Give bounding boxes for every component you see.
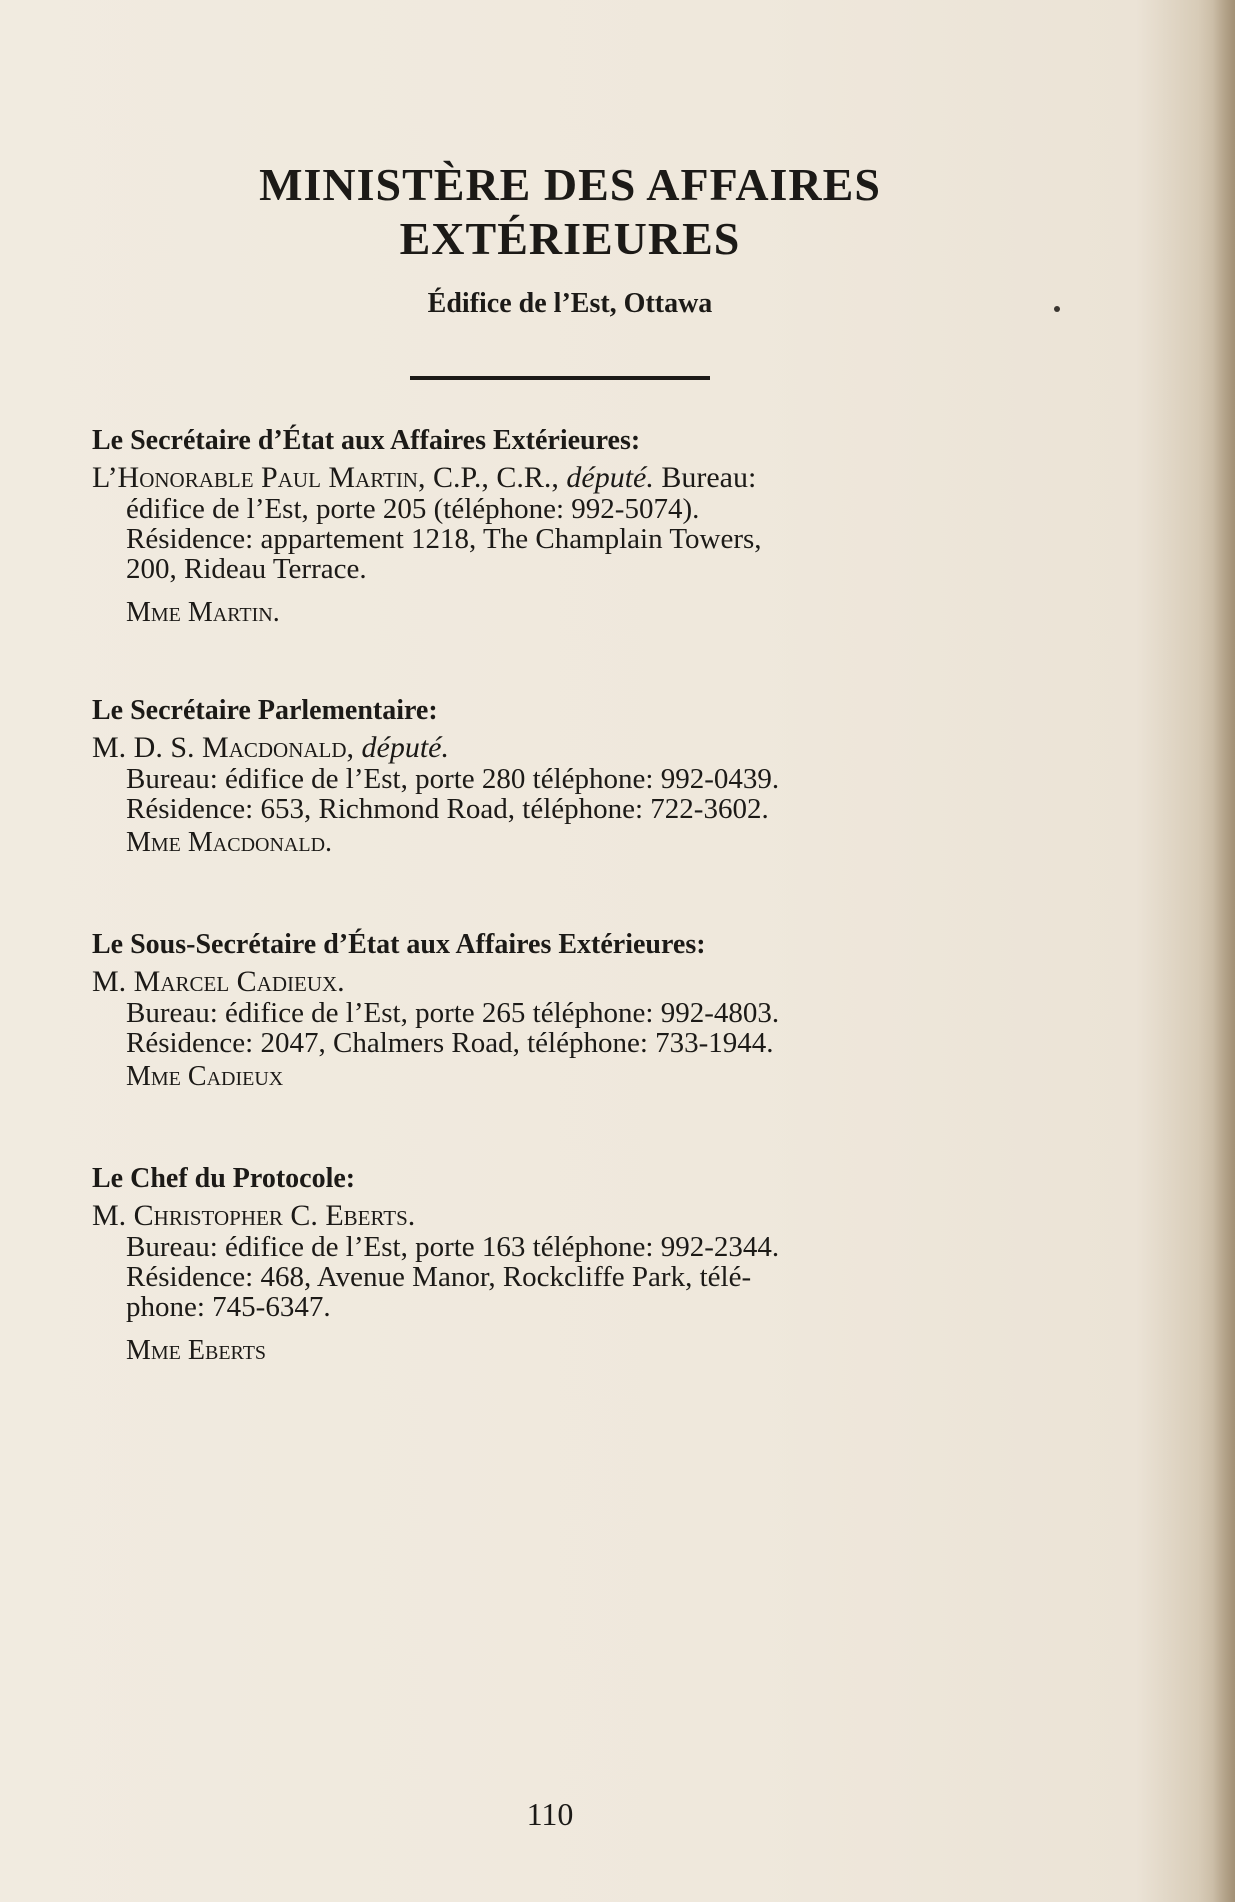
official-name (92, 1200, 1022, 1232)
detail-line: Bureau: édifice de l’Est, porte 265 téléphone: 992-4803. (126, 997, 780, 1029)
page-header (200, 158, 940, 320)
ministry-title-line-2: EXTÉRIEURES (399, 213, 741, 264)
detail-line: 200, Rideau Terrace. (126, 553, 367, 585)
official-name (92, 966, 1022, 998)
detail-line: phone: 745-6347. (126, 1291, 331, 1323)
official-title-italic: député. (361, 731, 449, 764)
ministry-title-line-1: MINISTÈRE DES AFFAIRES (259, 159, 881, 210)
official-title-italic: député. (566, 461, 654, 494)
detail-line: édifice de l’Est, porte 205 (téléphone: 992-5074). (126, 493, 700, 525)
page-number: 110 (526, 1796, 574, 1832)
section-heading: Le Secrétaire Parlementaire: (92, 695, 438, 726)
header-divider (410, 376, 710, 380)
section-heading: Le Sous-Secrétaire d’État aux Affaires Extérieures: (92, 929, 706, 960)
section-secretary-of-state (92, 424, 1022, 630)
section-heading: Le Chef du Protocole: (92, 1163, 356, 1194)
official-name-text: M. D. S. Macdonald, (92, 731, 362, 764)
section-chief-of-protocol (92, 1162, 1022, 1368)
ministry-title (200, 158, 940, 266)
spouse-name: Mme Eberts (126, 1335, 267, 1366)
detail-line: Résidence: 653, Richmond Road, téléphone: 722-3602. (126, 793, 769, 825)
section-parliamentary-secretary (92, 694, 1022, 860)
section-heading: Le Secrétaire d’État aux Affaires Extérieures: (92, 425, 641, 456)
detail-line: Bureau: édifice de l’Est, porte 163 téléphone: 992-2344. (126, 1231, 780, 1263)
spouse-name: Mme Martin. (126, 597, 280, 628)
ministry-address: Édifice de l’Est, Ottawa (427, 288, 713, 319)
detail-line: Bureau: édifice de l’Est, porte 280 téléphone: 992-0439. (126, 763, 780, 795)
official-name-suffix: Bureau: (653, 461, 757, 494)
official-name (92, 462, 1022, 494)
official-name-text: M. Marcel Cadieux. (92, 965, 345, 998)
detail-line: Résidence: appartement 1218, The Champlain Towers, (126, 523, 762, 555)
official-name-text: M. Christopher C. Eberts. (92, 1199, 416, 1232)
spouse-name: Mme Macdonald. (126, 827, 333, 858)
paper-speck (1054, 306, 1060, 312)
detail-line: Résidence: 2047, Chalmers Road, téléphone: 733-1944. (126, 1027, 774, 1059)
section-under-secretary (92, 928, 1022, 1094)
detail-line: Résidence: 468, Avenue Manor, Rockcliffe Park, télé- (126, 1261, 752, 1293)
official-name (92, 732, 1022, 764)
official-name-text: L’Honorable Paul Martin, C.P., C.R., (92, 461, 567, 494)
spouse-name: Mme Cadieux (126, 1061, 284, 1092)
